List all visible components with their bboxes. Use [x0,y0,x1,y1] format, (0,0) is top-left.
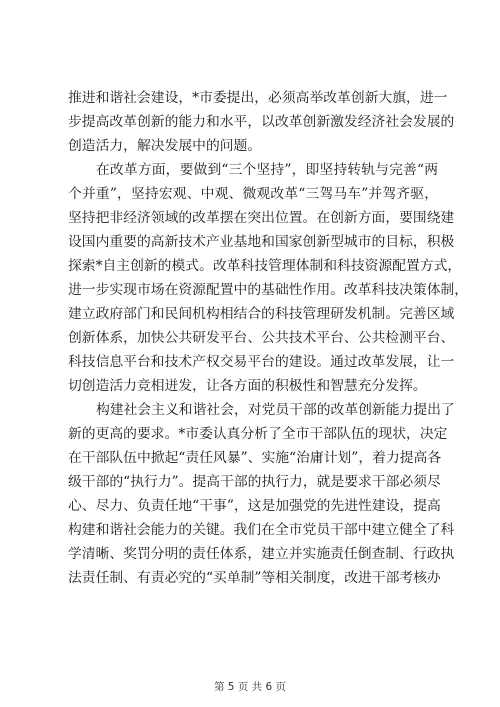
text-line: 探索*自主创新的模式。改革科技管理体制和科技资源配置方式， [68,258,462,274]
text-line: 级干部的“执行力”。提高干部的执行力，就是要求干部必须尽 [68,474,441,490]
page-number-footer: 第 5 页 共 6 页 [213,681,287,693]
paragraph-first-line: 在改革方面，要做到“三个坚持”，即坚持转轨与完善“两 [96,162,438,178]
text-line: 学清晰、奖罚分明的责任体系，建立并实施责任倒查制、行政执 [68,546,455,562]
text-line: 创造活力，解决发展中的问题。 [68,138,262,154]
text-line: 个并重”，坚持宏观、中观、微观改革“三驾马车”并驾齐驱， [68,186,438,202]
text-line: 科技信息平台和技术产权交易平台的建设。通过改革发展，让一 [68,354,455,370]
text-line: 设国内重要的高新技术产业基地和国家创新型城市的目标，积极 [68,234,455,250]
text-line: 建立政府部门和民间机构相结合的科技管理研发机制。完善区域 [68,306,455,322]
paragraph-first-line: 构建社会主义和谐社会，对党员干部的改革创新能力提出了 [96,402,455,418]
text-line: 在干部队伍中掀起“责任风暴”、实施“治庸计划”，着力提高各 [68,450,442,466]
text-line: 坚持把非经济领域的改革摆在突出位置。在创新方面，要围绕建 [68,210,455,226]
text-line: 步提高改革创新的能力和水平，以改革创新激发经济社会发展的 [68,114,455,130]
text-line: 进一步实现市场在资源配置中的基础性作用。改革科技决策体制， [68,282,469,298]
text-line: 创新体系，加快公共研发平台、公共技术平台、公共检测平台、 [68,330,455,346]
text-line: 新的更高的要求。*市委认真分析了全市干部队伍的现状，决定 [68,426,448,442]
text-line: 构建和谐社会能力的关键。我们在全市党员干部中建立健全了科 [68,522,455,538]
text-line: 法责任制、有责必究的“买单制”等相关制度，改进干部考核办 [68,570,441,586]
text-line: 心、尽力、负责任地“干事”，这是加强党的先进性建设，提高 [68,498,441,514]
text-line: 推进和谐社会建设，*市委提出，必须高举改革创新大旗，进一 [68,90,448,106]
text-line: 切创造活力竞相迸发，让各方面的积极性和智慧充分发挥。 [68,378,427,394]
